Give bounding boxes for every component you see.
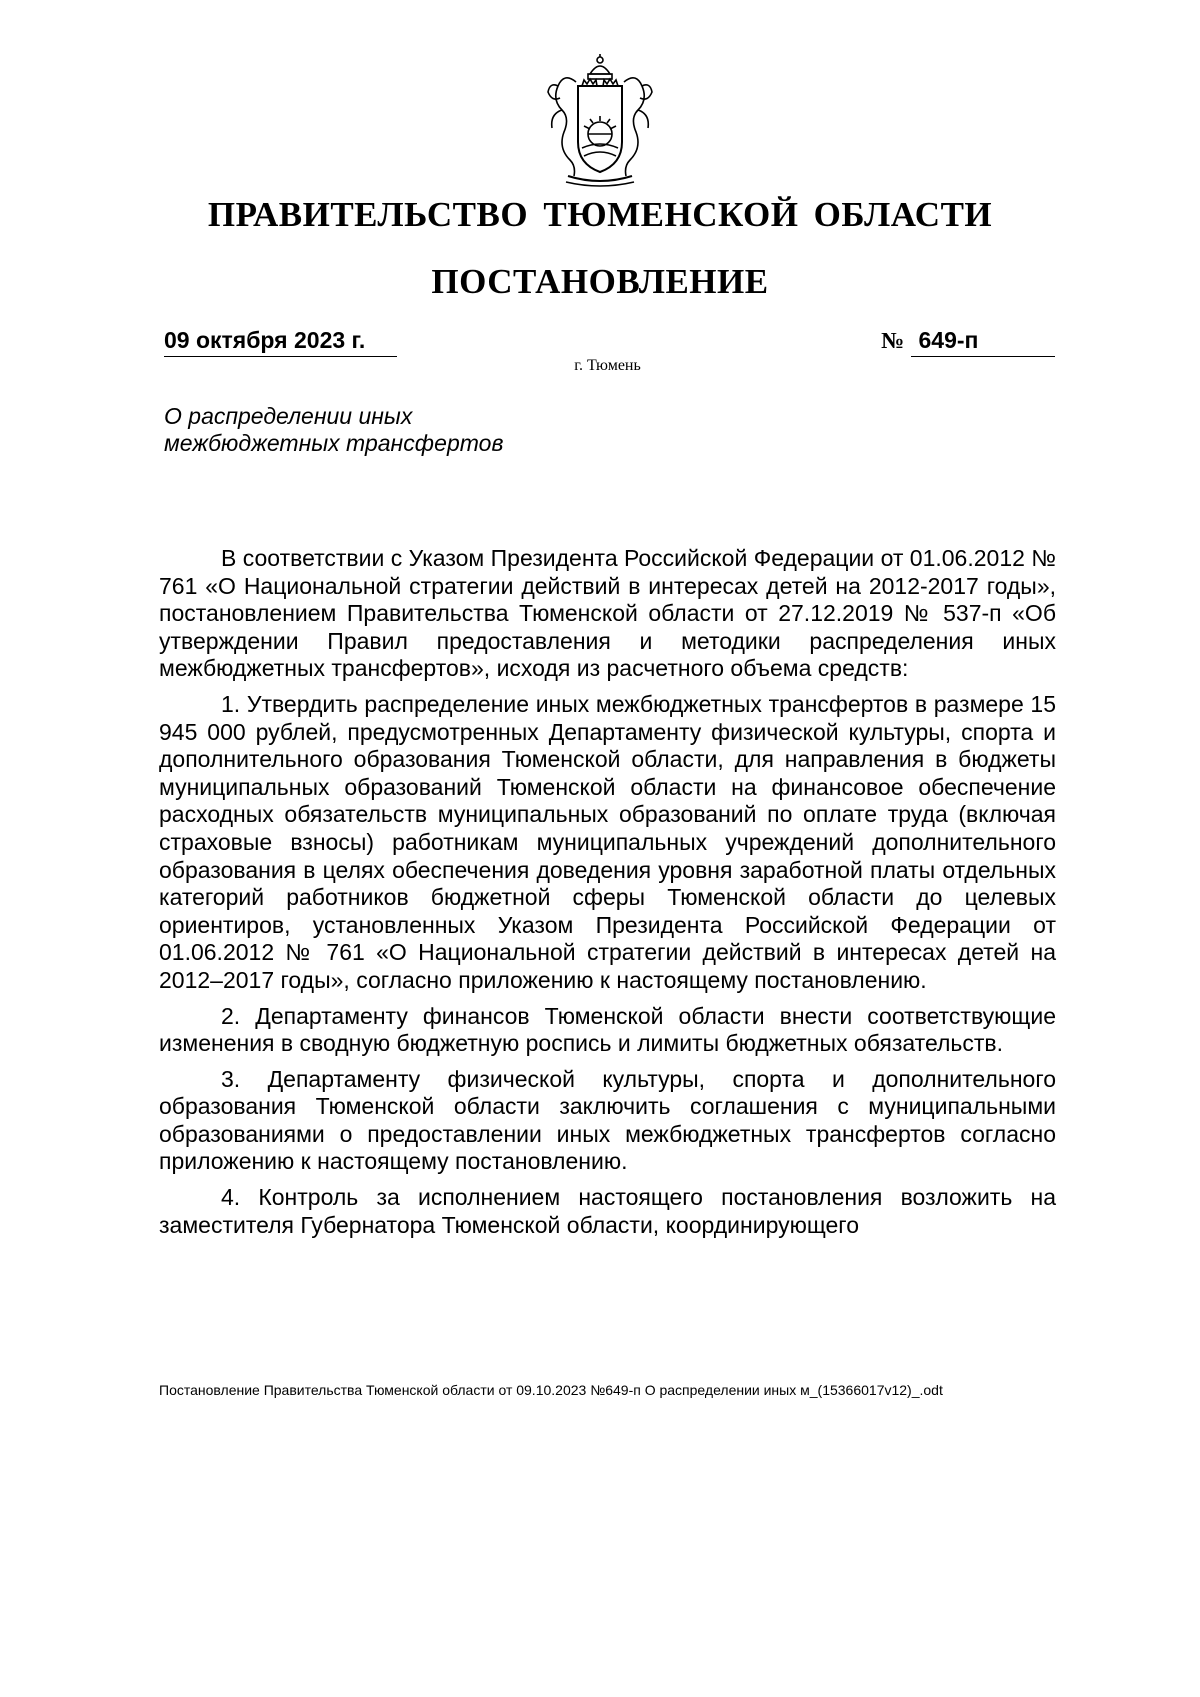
document-type: ПОСТАНОВЛЕНИЕ [431, 262, 769, 301]
item-4-paragraph: 4. Контроль за исполнением настоящего постановления возложить на заместителя Губернатора Тюменской области, координирующего [159, 1184, 1056, 1238]
city: г. Тюмень [574, 357, 641, 374]
item-1-paragraph: 1. Утвердить распределение иных межбюджетных трансфертов в размере 15 945 000 рублей, предусмотренных Департаменту физической культуры, спорта и дополнительного образования Тюменской области, для направления в бюджеты муниципальных образований Тюменской области на финансовое обеспечение расходных обязательств муниципальных образований по оплате труда (включая страховые взносы) работникам муниципальных учреждений дополнительного образования в целях обеспечения доведения уровня заработной платы отдельных категорий работников бюджетной сферы Тюменской области до целевых ориентиров, установленных Указом Президента Российской Федерации от 01.06.2012 № 761 «О Национальной стратегии действий в интересах детей на 2012–2017 годы», согласно приложению к настоящему постановлению. [159, 690, 1056, 993]
subject-line-1: О распределении иных [164, 403, 413, 429]
document-date: 09 октября 2023 г. [164, 327, 397, 357]
government-title: ПРАВИТЕЛЬСТВО ТЮМЕНСКОЙ ОБЛАСТИ [207, 195, 993, 234]
footer-filename: Постановление Правительства Тюменской области от 09.10.2023 №649-п О распределении иных м_(15366017v12)_.odt [159, 1382, 943, 1398]
document-subject [164, 403, 503, 457]
number-value: 649-п [911, 327, 1055, 357]
coat-of-arms-icon [540, 52, 660, 190]
item-2-paragraph: 2. Департаменту финансов Тюменской области внести соответствующие изменения в сводную бюджетную роспись и лимиты бюджетных обязательств. [159, 1002, 1056, 1057]
document-number [881, 327, 1055, 357]
item-3-paragraph: 3. Департаменту физической культуры, спорта и дополнительного образования Тюменской области заключить соглашения с муниципальными образованиями о предоставлении иных межбюджетных трансфертов согласно приложению к настоящему постановлению. [159, 1065, 1056, 1175]
subject-line-2: межбюджетных трансфертов [164, 430, 504, 456]
number-sign: № [881, 328, 905, 353]
document-body [159, 545, 1056, 1247]
preamble-paragraph: В соответствии с Указом Президента Российской Федерации от 01.06.2012 № 761 «О Национальной стратегии действий в интересах детей на 2012-2017 годы», постановлением Правительства Тюменской области от 27.12.2019 № 537-п «Об утверждении Правил предоставления и методики распределения иных межбюджетных трансфертов», исходя из расчетного объема средств: [159, 545, 1056, 682]
